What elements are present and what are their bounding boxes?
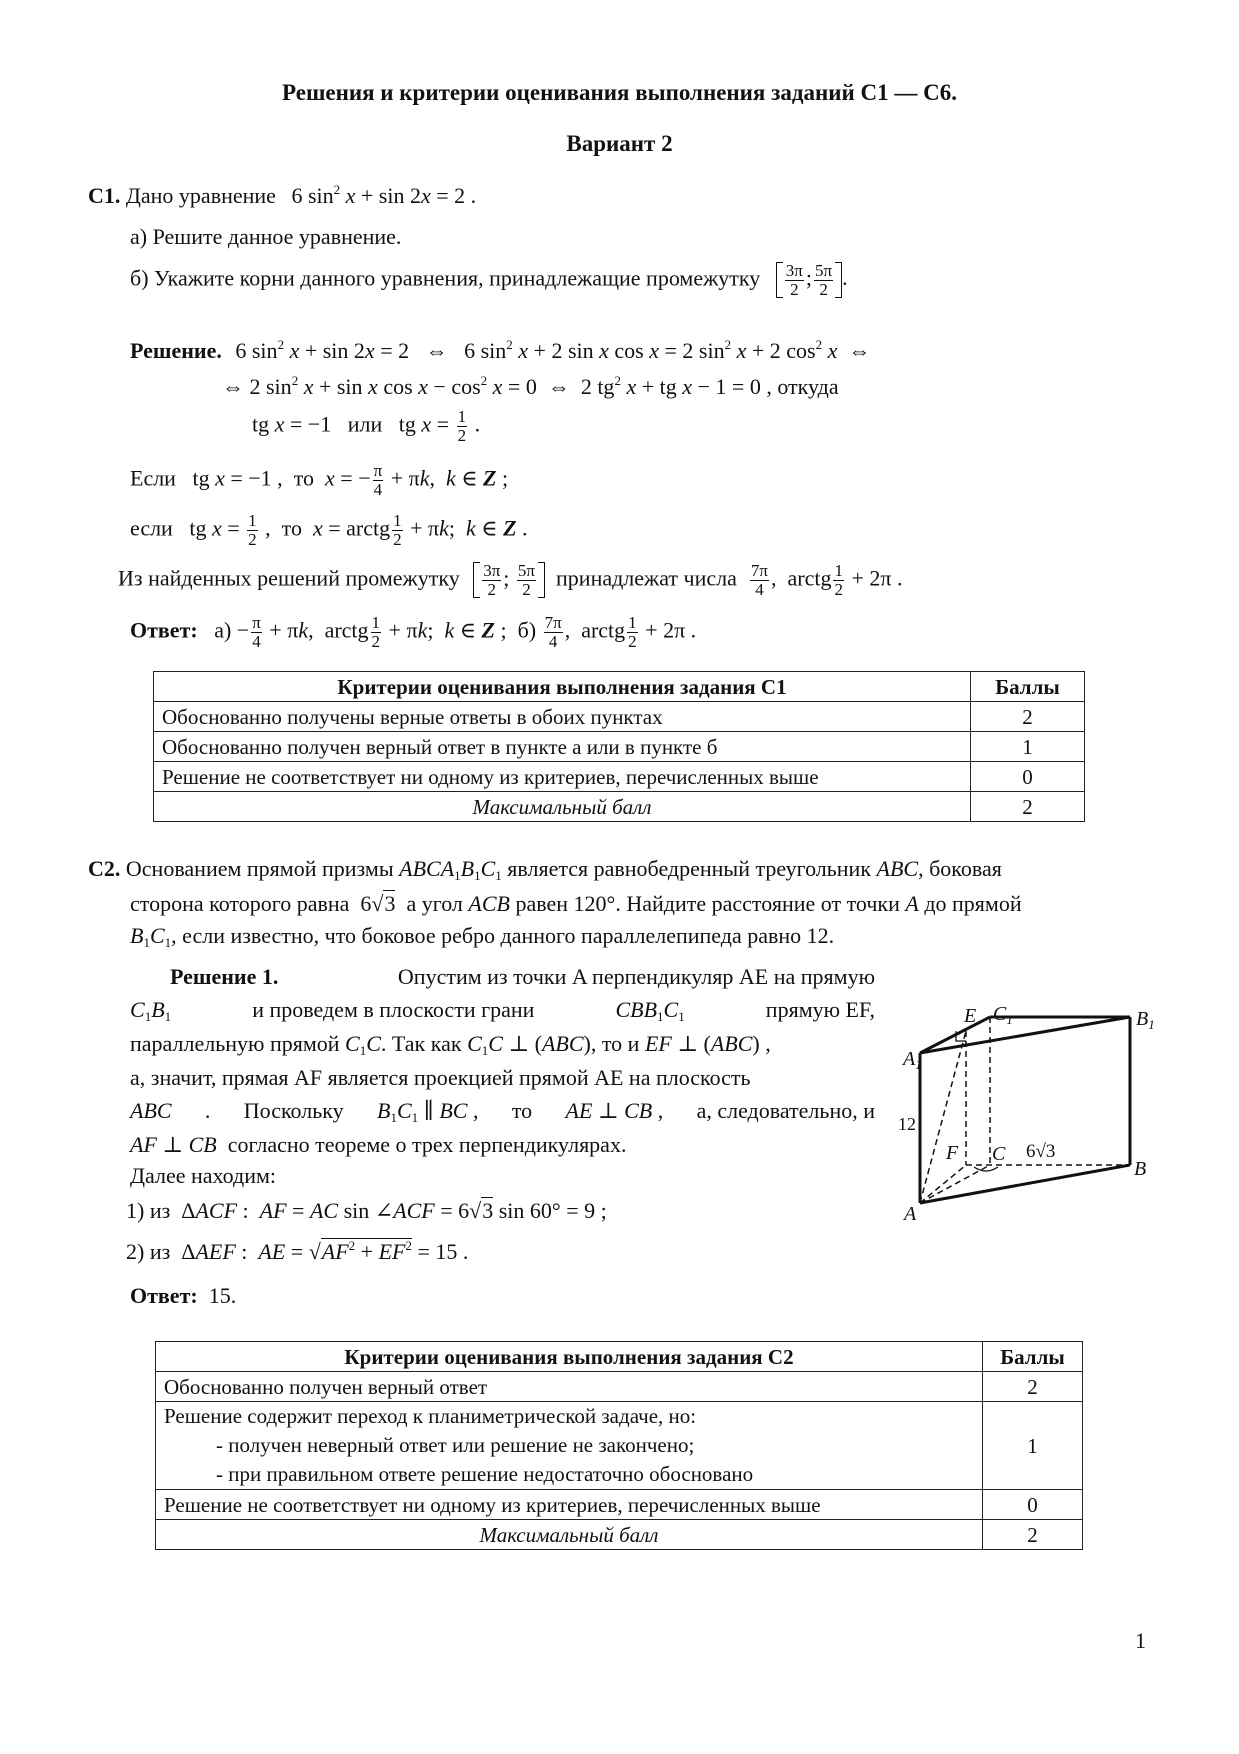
label-C1: $C_1$ xyxy=(993,1003,1013,1027)
table-row xyxy=(154,732,1085,762)
criteria-cell: Обоснованно получены верные ответы в обоих пунктах xyxy=(154,702,971,732)
label-side: 6√3 xyxy=(1026,1141,1056,1162)
c1-answer-label: Ответ: xyxy=(130,617,198,643)
variant-heading: Вариант 2 xyxy=(566,131,673,156)
criteria-header: Критерии оценивания выполнения задания С2 xyxy=(156,1342,983,1372)
edge-AB xyxy=(920,1165,1130,1203)
c1-interval: $\frac{3\pi}{2}$ ; $\frac{5\pi}{2}$ . xyxy=(776,265,848,290)
c2-statement-line2: сторона которого равна 6√3 а угол ACB равен 120°. Найдите расстояние от точки A до прямой xyxy=(130,891,1022,916)
criteria-cell: Решение не соответствует ни одному из критериев, перечисленных выше xyxy=(154,762,971,792)
edge-A1B1 xyxy=(920,1017,1130,1053)
c2-answer xyxy=(130,1283,236,1309)
label-E: E xyxy=(964,1005,977,1027)
c2-solution-text: , то и xyxy=(590,1031,640,1056)
c2-solution-text: то xyxy=(511,1098,533,1123)
c1-intro: Дано уравнение xyxy=(125,183,276,208)
c2-statement-line3: $B_1C_1$, если известно, что боковое ребро данного параллелепипеда равно 12. xyxy=(130,923,835,950)
max-score-label: Максимальный балл xyxy=(154,792,971,822)
c1-item-b xyxy=(130,262,848,299)
c2-step1: 1) из ΔACF : AF = AC sin ∠ACF = 6√3 sin 60° = 9 ; xyxy=(126,1198,607,1223)
prism-figure xyxy=(890,975,1150,1215)
c1-word-to-1: то xyxy=(293,465,315,491)
segment-AE xyxy=(920,1031,966,1203)
criteria-cell: Обоснованно получен верный ответ в пункте а или в пункте б xyxy=(154,732,971,762)
c2-solution-text: параллельную прямой xyxy=(130,1031,340,1056)
c1-case1: Если tg x = −1 , то x = − $\frac{\pi}{4}$ + πk, k ∈ Z ; xyxy=(130,461,509,499)
c1-interval-text-2: принадлежат числа xyxy=(556,565,737,591)
table-header-row xyxy=(156,1342,1083,1372)
c2-answer-value: 15. xyxy=(208,1283,237,1308)
label-B: B xyxy=(1134,1158,1147,1180)
c1-statement xyxy=(88,183,476,209)
c2-solution-text: . Так как xyxy=(380,1031,462,1056)
criteria-line: Решение содержит переход к планиметрической задаче, но: xyxy=(164,1404,697,1428)
c1-equation: 6 $\sin^2 x + \sin 2x = 2$ . xyxy=(291,182,477,208)
c2-solution-text: прямую EF, xyxy=(765,997,875,1022)
points-header: Баллы xyxy=(971,672,1085,702)
c2-solution-block: Решение 1. Опустим из точки A перпендикуляр AE на прямую $C_1B_1$ и проведем в плоскости грани $CBB_1C_1$ прямую EF, параллельную прямой $C_1C$. Так как $C_1C$ ⊥ (ABC), то и EF ⊥ (ABC) , а, значит, прямая AF является проекцией прямой AE на плоскость ABC . Поскольку $B_1C_1$ ∥ BC , то AE ⊥ CB , а, следовательно, и AF ⊥ CB согласно теореме о трех перпендикулярах. Далее находим: xyxy=(130,964,875,1188)
c2-solution-label: Решение 1. xyxy=(170,964,279,989)
criteria-cell: Обоснованно получен верный ответ xyxy=(156,1372,983,1402)
c2-text: до прямой xyxy=(924,891,1022,916)
criteria-subline: - при правильном ответе решение недостаточно обосновано xyxy=(216,1462,754,1486)
c2-step2: 2) из ΔAEF : AE = $√AF^2 + EF^2 = 15$ . xyxy=(126,1238,469,1264)
points-cell: 2 xyxy=(983,1372,1083,1402)
label-height: 12 xyxy=(898,1114,916,1134)
c1-if-low: если xyxy=(130,515,173,541)
c2-answer-label: Ответ: xyxy=(130,1283,198,1308)
c2-label: С2. xyxy=(88,856,121,881)
c2-solution-text: Поскольку xyxy=(243,1098,344,1123)
c2-solution-text: Далее находим: xyxy=(130,1163,277,1188)
c1-interval-text-1: Из найденных решений промежутку xyxy=(118,565,460,591)
word-otkuda: откуда xyxy=(777,374,839,399)
criteria-subline: - получен неверный ответ или решение не закончено; xyxy=(216,1433,695,1457)
c1-label: С1. xyxy=(88,183,121,208)
max-score-value: 2 xyxy=(983,1520,1083,1550)
max-score-value: 2 xyxy=(971,792,1085,822)
points-cell: 1 xyxy=(971,732,1085,762)
label-C: C xyxy=(992,1143,1006,1165)
c2-text: Основанием прямой призмы xyxy=(125,856,394,881)
c2-text: является равнобедренный треугольник xyxy=(507,856,872,881)
points-cell: 0 xyxy=(983,1490,1083,1520)
points-cell: 2 xyxy=(971,702,1085,732)
c1-case2: если tg x = $\frac{1}{2}$ , то x = arctg $\frac{1}{2}$ + πk; k ∈ Z . xyxy=(130,511,528,549)
c2-text: . Найдите расстояние от точки xyxy=(615,891,900,916)
c1-solution-line1: Решение. 6 $\sin^2 x + \sin 2x = 2$ ⇔ 6 $\sin^2 x + 2$ sin x cos x = 2 $\sin^2 x + 2$ $\cos^2 x$ ⇔ xyxy=(130,337,871,363)
criteria-cell xyxy=(156,1402,983,1490)
table-row xyxy=(156,1490,1083,1520)
c2-text: сторона которого равна xyxy=(130,891,350,916)
points-header: Баллы xyxy=(983,1342,1083,1372)
points-cell: 0 xyxy=(971,762,1085,792)
table-row xyxy=(154,702,1085,732)
c1-word-to-2: то xyxy=(281,515,302,541)
c2-step1-prefix: 1) из xyxy=(126,1198,171,1223)
criteria-table-c1 xyxy=(153,671,1085,822)
table-header-row xyxy=(154,672,1085,702)
label-F: F xyxy=(946,1142,959,1164)
criteria-header: Критерии оценивания выполнения задания С1 xyxy=(154,672,971,702)
criteria-cell: Решение не соответствует ни одному из критериев, перечисленных выше xyxy=(156,1490,983,1520)
c1-solution-label: Решение. xyxy=(130,338,222,363)
c2-text: равен xyxy=(515,891,569,916)
table-row xyxy=(156,1372,1083,1402)
table-max-row xyxy=(156,1520,1083,1550)
c2-text: , если известно, что боковое ребро данного параллелепипеда равно 12. xyxy=(171,923,835,948)
max-score-label: Максимальный балл xyxy=(156,1520,983,1550)
c2-solution-text: а, значит, прямая AF является проекцией прямой AE на плоскость xyxy=(130,1065,751,1090)
c2-text: а угол xyxy=(406,891,463,916)
c1-solution-line2: ⇔ 2 $\sin^2 x + \sin x$ $\cos x - \cos^2 x = 0$ ⇔ 2 $tg^2$ x + tg x − 1 = 0 , откуда xyxy=(222,373,839,399)
page-title: Решения и критерии оценивания выполнения заданий С1 — С6. xyxy=(282,80,957,105)
c1-if-cap: Если xyxy=(130,465,176,491)
c2-solution-text: согласно теореме о трех перпендикулярах. xyxy=(227,1132,627,1157)
label-A1: $A_1$ xyxy=(903,1048,922,1072)
table-max-row xyxy=(154,792,1085,822)
c2-solution-text: Опустим из точки A перпендикуляр AE на прямую xyxy=(397,964,875,989)
c1-solution-line3: tg x = −1 или tg x = $\frac{1}{2}$ . xyxy=(252,407,481,445)
c1-item-b-text: б) Укажите корни данного уравнения, принадлежащие промежутку xyxy=(130,265,761,291)
word-ili: или xyxy=(347,411,383,437)
c1-item-a: а) Решите данное уравнение. xyxy=(130,224,402,249)
table-row xyxy=(154,762,1085,792)
c1-interval-conclusion: Из найденных решений промежутку $\frac{3\pi}{2}$ ; $\frac{5\pi}{2}$ принадлежат числа $\frac{7\pi}{4}$ , arctg $\frac{1}{2}$ + 2π . xyxy=(118,561,903,599)
page-number: 1 xyxy=(1135,1628,1146,1653)
c2-solution-text: а, следовательно, и xyxy=(696,1098,875,1123)
c2-step2-prefix: 2) из xyxy=(126,1239,171,1264)
label-B1: $B_1$ xyxy=(1136,1008,1155,1032)
c1-answer: Ответ: а) − $\frac{\pi}{4}$ + πk, arctg $\frac{1}{2}$ + πk; k ∈ Z ; б) $\frac{7\pi}{4}$ , arctg $\frac{1}{2}$ + 2π . xyxy=(130,613,697,651)
c2-text: , боковая xyxy=(918,856,1002,881)
c2-solution-text: и проведем в плоскости грани xyxy=(252,997,535,1022)
c2-statement-line1: С2. Основанием прямой призмы $ABCA_1B_1C_1$ является равнобедренный треугольник ABC, боковая xyxy=(88,856,1002,883)
criteria-table-c2 xyxy=(155,1341,1083,1550)
points-cell: 1 xyxy=(983,1402,1083,1490)
table-row xyxy=(156,1402,1083,1490)
label-A: A xyxy=(904,1203,917,1225)
